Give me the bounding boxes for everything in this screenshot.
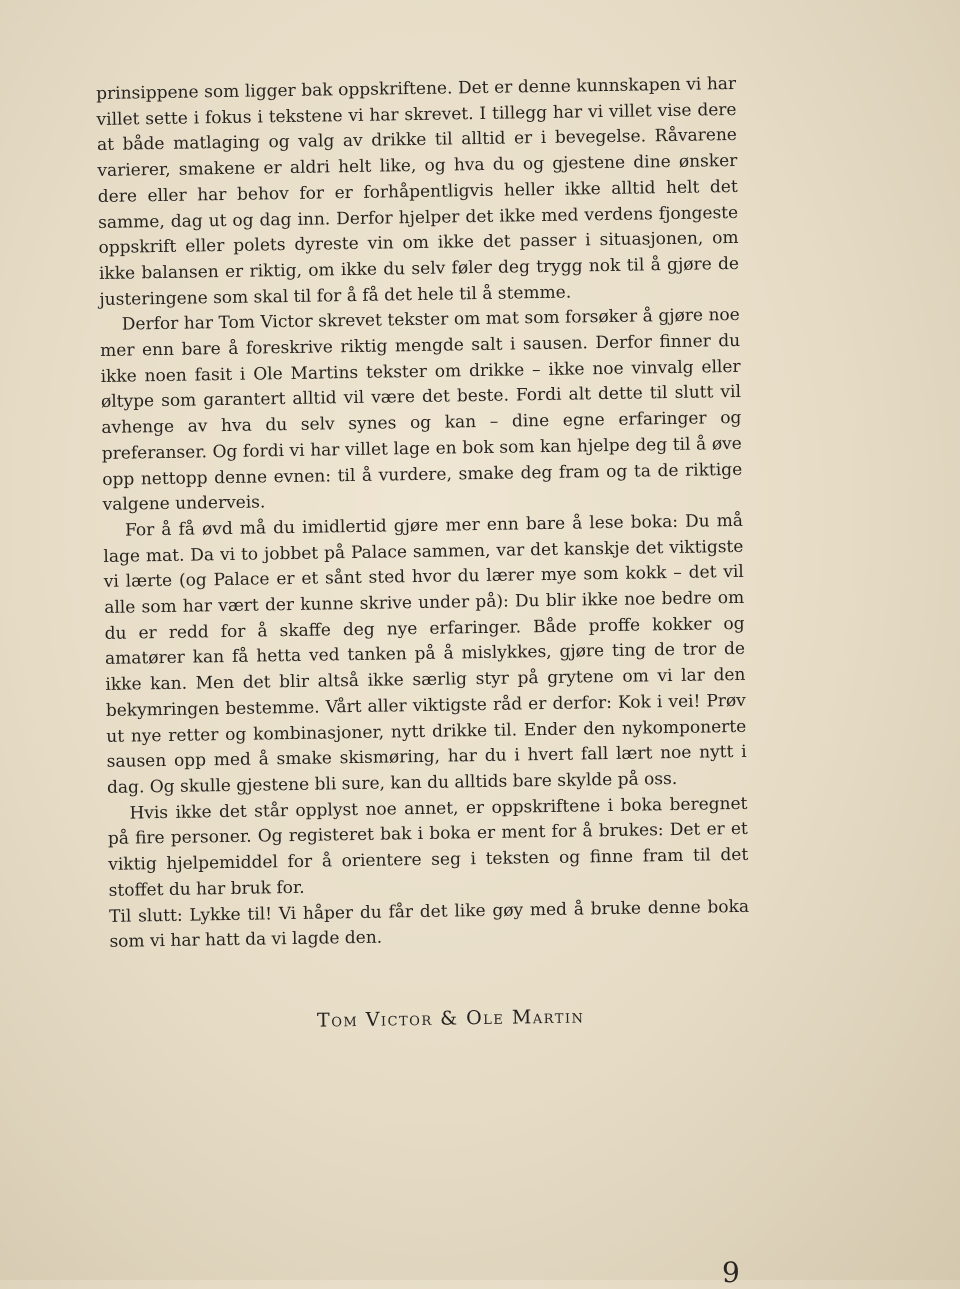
paragraph-principles: prinsippene som ligger bak oppskriftene. Det er denne kunnskapen vi har villet sette i fokus i tekstene vi har skrevet. I tillegg har vi villet vise dere at både matlaging og valg av drikke til alltid er i bevegelse. Råvarene varierer, smakene er aldri helt like, og hva du og gjestene dine ønsker dere eller har behov for er forhåpentligvis heller ikke alltid helt det samme, dag ut og dag inn. Derfor hjelper det ikke med verdens fjongeste oppskrift eller polets dyreste vin om ikke det passer i situasjonen, om ikke balansen er riktig, om ikke du selv føler deg trygg nok til å gjøre de justeringene som skal til for å få det hele til å stemme. <box>96 73 740 310</box>
paragraph-texts-about-food: Derfor har Tom Victor skrevet tekster om mat som forsøker å gjøre noe mer enn bare å foreskrive riktig mengde salt i sausen. Derfor finner du ikke noen fasit i Ole Martins tekster om drikke – ikke noe vinvalg eller øltype som garantert alltid vil være det beste. Fordi alt dette til slutt vil avhenge av hva du selv synes og kan – dine egne erfaringer og preferanser. Og fordi vi har villet lage en bok som kan hjelpe deg til å øve opp nettopp denne evnen: til å vurdere, smake deg fram og ta de riktige valgene underveis. <box>100 305 743 516</box>
paragraph-practice-cooking: For å få øvd må du imidlertid gjøre mer enn bare å lese boka: Du må lage mat. Da vi to jobbet på Palace sammen, var det kanskje det viktigste vi lærte (og Palace er et sånt sted hvor du lærer mye som kokk – det vil alle som har vært der kunne skrive under på): Du blir ikke noe bedre om du er redd for å skaffe deg nye erfaringer. Både proffe kokker og amatører kan få hetta ved tanken på å mislykkes, gjøre ting de tror de ikke kan. Men det blir altså ikke særlig styr på grytene om vi lar den bekymringen bestemme. Vårt aller viktigste råd er derfor: Kok i vei! Prøv ut nye retter og kombinasjoner, nytt drikke til. Ender den nykomponerte sausen opp med å smake skismøring, har du i hvert fall lært noe nytt i dag. Og skulle gjestene bli sure, kan du alltids bare skylde på oss. <box>103 510 747 798</box>
book-page-text <box>96 72 751 1038</box>
author-signature: Tom Victor & Ole Martin <box>316 1005 585 1032</box>
closing-text: Til slutt: Lykke til! Vi håper du får det like gøy med å bruke denne boka som vi har hatt da vi lagde den. <box>108 896 750 953</box>
page-number: 9 <box>722 1256 740 1289</box>
paragraph-recipes-note: Hvis ikke det står opplyst noe annet, er oppskriftene i boka beregnet på fire personer. Og registeret bak i boka er ment for å brukes: Det er et viktig hjelpemiddel for å orientere seg i teksten og finne fram til det stoffet du har bruk for. <box>107 793 749 901</box>
